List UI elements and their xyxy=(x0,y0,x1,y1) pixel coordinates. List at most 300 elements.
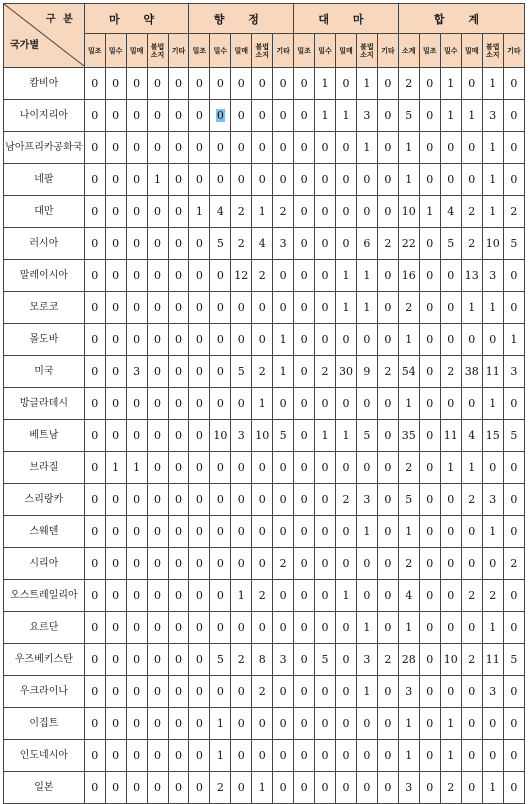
value-cell: 2 xyxy=(231,196,252,228)
value-cell: 1 xyxy=(356,260,377,292)
table-row xyxy=(4,644,525,676)
value-cell: 0 xyxy=(84,708,105,740)
value-cell: 22 xyxy=(398,228,419,260)
value-cell: 2 xyxy=(252,580,273,612)
subheader-total-cell: 밀수 xyxy=(440,34,461,68)
value-cell: 0 xyxy=(356,740,377,772)
value-cell: 0 xyxy=(336,516,357,548)
value-cell: 0 xyxy=(252,164,273,196)
country-cell: 스웨덴 xyxy=(4,516,85,548)
value-cell: 0 xyxy=(84,548,105,580)
value-cell: 0 xyxy=(315,676,336,708)
value-cell: 0 xyxy=(503,516,524,548)
value-cell: 1 xyxy=(461,292,482,324)
value-cell: 0 xyxy=(210,548,231,580)
country-cell: 일본 xyxy=(4,772,85,804)
value-cell: 0 xyxy=(419,388,440,420)
table-row xyxy=(4,388,525,420)
value-cell: 2 xyxy=(273,548,294,580)
value-cell: 0 xyxy=(147,612,168,644)
value-cell: 0 xyxy=(147,68,168,100)
value-cell: 0 xyxy=(273,612,294,644)
value-cell: 5 xyxy=(503,644,524,676)
value-cell: 1 xyxy=(336,292,357,324)
value-cell: 0 xyxy=(356,196,377,228)
value-cell: 2 xyxy=(461,580,482,612)
subheader-cell: 불법소지 xyxy=(252,34,273,68)
value-cell: 0 xyxy=(105,68,126,100)
value-cell: 0 xyxy=(168,356,189,388)
value-cell: 0 xyxy=(126,164,147,196)
value-cell: 1 xyxy=(503,324,524,356)
value-cell: 0 xyxy=(189,324,210,356)
value-cell: 0 xyxy=(377,484,398,516)
value-cell: 0 xyxy=(147,324,168,356)
value-cell: 0 xyxy=(419,612,440,644)
value-cell: 0 xyxy=(210,324,231,356)
value-cell: 0 xyxy=(377,612,398,644)
value-cell: 1 xyxy=(252,196,273,228)
value-cell: 0 xyxy=(294,420,315,452)
value-cell: 0 xyxy=(84,644,105,676)
value-cell: 0 xyxy=(189,388,210,420)
country-cell: 시리아 xyxy=(4,548,85,580)
statistics-table xyxy=(3,3,525,804)
value-cell: 2 xyxy=(398,452,419,484)
country-cell: 모로코 xyxy=(4,292,85,324)
value-cell: 0 xyxy=(231,100,252,132)
value-cell: 2 xyxy=(377,644,398,676)
value-cell: 0 xyxy=(168,452,189,484)
value-cell: 0 xyxy=(336,708,357,740)
value-cell: 0 xyxy=(231,324,252,356)
subheader-cell: 밀조 xyxy=(189,34,210,68)
value-cell: 0 xyxy=(461,772,482,804)
value-cell: 0 xyxy=(273,260,294,292)
value-cell: 2 xyxy=(252,356,273,388)
value-cell: 0 xyxy=(168,644,189,676)
value-cell: 0 xyxy=(168,548,189,580)
value-cell: 10 xyxy=(482,228,503,260)
value-cell: 0 xyxy=(356,772,377,804)
value-cell: 0 xyxy=(273,164,294,196)
value-cell: 0 xyxy=(105,292,126,324)
value-cell: 5 xyxy=(398,484,419,516)
value-cell: 1 xyxy=(356,516,377,548)
value-cell: 0 xyxy=(231,516,252,548)
value-cell: 5 xyxy=(503,228,524,260)
value-cell: 0 xyxy=(252,100,273,132)
value-cell: 2 xyxy=(231,228,252,260)
value-cell: 0 xyxy=(189,644,210,676)
value-cell: 0 xyxy=(503,388,524,420)
value-cell: 0 xyxy=(84,452,105,484)
value-cell: 0 xyxy=(377,772,398,804)
value-cell: 13 xyxy=(461,260,482,292)
value-cell: 0 xyxy=(377,740,398,772)
value-cell: 0 xyxy=(377,676,398,708)
value-cell: 0 xyxy=(461,548,482,580)
value-cell: 1 xyxy=(356,68,377,100)
value-cell: 4 xyxy=(440,196,461,228)
value-cell: 2 xyxy=(398,548,419,580)
value-cell: 5 xyxy=(440,228,461,260)
value-cell: 0 xyxy=(252,708,273,740)
value-cell: 0 xyxy=(168,772,189,804)
value-cell: 0 xyxy=(273,388,294,420)
value-cell: 0 xyxy=(105,516,126,548)
value-cell: 0 xyxy=(210,388,231,420)
value-cell: 2 xyxy=(398,68,419,100)
value-cell: 0 xyxy=(294,228,315,260)
value-cell: 0 xyxy=(419,580,440,612)
value-cell: 0 xyxy=(503,452,524,484)
value-cell: 1 xyxy=(336,260,357,292)
value-cell: 0 xyxy=(105,228,126,260)
value-cell: 0 xyxy=(105,740,126,772)
value-cell: 0 xyxy=(482,708,503,740)
value-cell: 0 xyxy=(147,580,168,612)
subheader-cell: 밀수 xyxy=(105,34,126,68)
value-cell: 0 xyxy=(315,228,336,260)
value-cell: 2 xyxy=(377,228,398,260)
value-cell: 0 xyxy=(147,388,168,420)
value-cell: 0 xyxy=(231,68,252,100)
value-cell: 0 xyxy=(377,68,398,100)
value-cell: 1 xyxy=(398,324,419,356)
highlighted-value: 0 xyxy=(216,109,224,122)
value-cell: 0 xyxy=(231,676,252,708)
value-cell: 0 xyxy=(252,452,273,484)
value-cell: 0 xyxy=(377,516,398,548)
value-cell: 0 xyxy=(84,676,105,708)
value-cell: 0 xyxy=(231,132,252,164)
group-header-narcotics: 마 약 xyxy=(84,4,189,34)
value-cell: 0 xyxy=(189,356,210,388)
value-cell: 0 xyxy=(189,292,210,324)
value-cell: 0 xyxy=(336,772,357,804)
value-cell: 0 xyxy=(503,100,524,132)
value-cell: 1 xyxy=(398,612,419,644)
value-cell: 0 xyxy=(84,228,105,260)
value-cell: 0 xyxy=(105,196,126,228)
table-row xyxy=(4,324,525,356)
table-row xyxy=(4,740,525,772)
value-cell: 0 xyxy=(294,292,315,324)
value-cell: 0 xyxy=(294,100,315,132)
value-cell: 0 xyxy=(440,292,461,324)
value-cell: 11 xyxy=(482,644,503,676)
value-cell: 1 xyxy=(440,708,461,740)
value-cell: 0 xyxy=(231,292,252,324)
value-cell: 0 xyxy=(419,452,440,484)
table-row xyxy=(4,68,525,100)
value-cell: 0 xyxy=(356,324,377,356)
value-cell: 0 xyxy=(315,484,336,516)
value-cell: 0 xyxy=(189,548,210,580)
subheader-cell: 불법소지 xyxy=(356,34,377,68)
country-cell: 스리랑카 xyxy=(4,484,85,516)
value-cell: 0 xyxy=(168,164,189,196)
value-cell: 0 xyxy=(105,132,126,164)
table-row xyxy=(4,164,525,196)
value-cell: 0 xyxy=(294,708,315,740)
value-cell: 1 xyxy=(398,164,419,196)
value-cell: 0 xyxy=(315,324,336,356)
value-cell: 0 xyxy=(461,68,482,100)
table-row xyxy=(4,452,525,484)
value-cell: 3 xyxy=(273,644,294,676)
value-cell: 0 xyxy=(231,548,252,580)
value-cell: 0 xyxy=(419,292,440,324)
value-cell: 3 xyxy=(356,644,377,676)
value-cell: 0 xyxy=(126,68,147,100)
value-cell: 0 xyxy=(419,548,440,580)
value-cell: 0 xyxy=(377,388,398,420)
value-cell: 0 xyxy=(84,292,105,324)
value-cell: 5 xyxy=(273,420,294,452)
value-cell xyxy=(210,100,231,132)
subheader-cell: 밀매 xyxy=(126,34,147,68)
table-row xyxy=(4,484,525,516)
value-cell: 0 xyxy=(126,548,147,580)
group-header-cannabis: 대 마 xyxy=(294,4,399,34)
value-cell: 0 xyxy=(336,228,357,260)
value-cell: 0 xyxy=(168,420,189,452)
table-row xyxy=(4,676,525,708)
value-cell: 0 xyxy=(189,452,210,484)
value-cell: 0 xyxy=(84,196,105,228)
value-cell: 0 xyxy=(105,356,126,388)
value-cell: 2 xyxy=(461,196,482,228)
value-cell: 0 xyxy=(294,356,315,388)
value-cell: 0 xyxy=(273,484,294,516)
value-cell: 1 xyxy=(398,740,419,772)
value-cell: 0 xyxy=(147,516,168,548)
value-cell: 2 xyxy=(252,676,273,708)
value-cell: 0 xyxy=(356,452,377,484)
value-cell: 0 xyxy=(356,580,377,612)
value-cell: 1 xyxy=(315,100,336,132)
value-cell: 10 xyxy=(440,644,461,676)
value-cell: 0 xyxy=(147,740,168,772)
table-row xyxy=(4,612,525,644)
value-cell: 0 xyxy=(336,644,357,676)
value-cell: 12 xyxy=(231,260,252,292)
value-cell: 0 xyxy=(105,580,126,612)
country-cell: 나이지리아 xyxy=(4,100,85,132)
value-cell: 1 xyxy=(189,196,210,228)
value-cell: 1 xyxy=(336,420,357,452)
value-cell: 0 xyxy=(377,580,398,612)
country-cell: 베트남 xyxy=(4,420,85,452)
value-cell: 30 xyxy=(336,356,357,388)
value-cell: 0 xyxy=(377,292,398,324)
value-cell: 0 xyxy=(84,132,105,164)
table-row xyxy=(4,196,525,228)
value-cell: 0 xyxy=(440,676,461,708)
value-cell: 0 xyxy=(294,612,315,644)
value-cell: 0 xyxy=(147,420,168,452)
value-cell: 0 xyxy=(294,388,315,420)
value-cell: 0 xyxy=(440,260,461,292)
value-cell: 0 xyxy=(210,164,231,196)
value-cell: 0 xyxy=(147,484,168,516)
value-cell: 0 xyxy=(126,388,147,420)
value-cell: 0 xyxy=(168,708,189,740)
value-cell: 1 xyxy=(440,100,461,132)
value-cell: 0 xyxy=(126,228,147,260)
value-cell: 0 xyxy=(503,580,524,612)
value-cell: 0 xyxy=(419,516,440,548)
value-cell: 0 xyxy=(84,580,105,612)
value-cell: 0 xyxy=(168,196,189,228)
value-cell: 0 xyxy=(252,132,273,164)
value-cell: 0 xyxy=(336,68,357,100)
value-cell: 1 xyxy=(482,612,503,644)
value-cell: 2 xyxy=(482,580,503,612)
value-cell: 0 xyxy=(440,388,461,420)
value-cell: 0 xyxy=(503,132,524,164)
value-cell: 0 xyxy=(419,676,440,708)
value-cell: 0 xyxy=(294,548,315,580)
value-cell: 0 xyxy=(231,740,252,772)
value-cell: 0 xyxy=(126,100,147,132)
value-cell: 0 xyxy=(231,484,252,516)
value-cell: 9 xyxy=(356,356,377,388)
value-cell: 0 xyxy=(147,196,168,228)
value-cell: 0 xyxy=(461,164,482,196)
value-cell: 1 xyxy=(147,164,168,196)
value-cell: 0 xyxy=(315,388,336,420)
value-cell: 0 xyxy=(419,644,440,676)
value-cell: 4 xyxy=(398,580,419,612)
subheader-total-cell: 기타 xyxy=(503,34,524,68)
value-cell: 0 xyxy=(84,516,105,548)
value-cell: 0 xyxy=(105,676,126,708)
value-cell: 2 xyxy=(503,548,524,580)
value-cell: 5 xyxy=(356,420,377,452)
value-cell: 0 xyxy=(210,484,231,516)
value-cell: 0 xyxy=(440,164,461,196)
value-cell: 0 xyxy=(336,452,357,484)
value-cell: 3 xyxy=(126,356,147,388)
value-cell: 0 xyxy=(377,260,398,292)
header-group-row xyxy=(4,4,525,34)
value-cell: 0 xyxy=(294,452,315,484)
value-cell: 0 xyxy=(126,740,147,772)
value-cell: 0 xyxy=(503,164,524,196)
value-cell: 0 xyxy=(168,484,189,516)
value-cell: 0 xyxy=(231,452,252,484)
value-cell: 0 xyxy=(105,260,126,292)
value-cell: 0 xyxy=(231,772,252,804)
value-cell: 0 xyxy=(105,164,126,196)
country-cell: 캄비아 xyxy=(4,68,85,100)
value-cell: 1 xyxy=(482,196,503,228)
value-cell: 0 xyxy=(84,388,105,420)
value-cell: 0 xyxy=(126,292,147,324)
value-cell: 0 xyxy=(84,324,105,356)
value-cell: 0 xyxy=(315,196,336,228)
value-cell: 0 xyxy=(273,132,294,164)
country-cell: 몰도바 xyxy=(4,324,85,356)
value-cell: 0 xyxy=(503,68,524,100)
value-cell: 0 xyxy=(419,164,440,196)
value-cell: 0 xyxy=(189,420,210,452)
value-cell: 0 xyxy=(294,580,315,612)
value-cell: 2 xyxy=(440,772,461,804)
value-cell: 3 xyxy=(482,484,503,516)
value-cell: 0 xyxy=(168,612,189,644)
value-cell: 0 xyxy=(105,100,126,132)
value-cell: 1 xyxy=(356,292,377,324)
value-cell: 16 xyxy=(398,260,419,292)
subheader-cell: 기타 xyxy=(273,34,294,68)
value-cell: 0 xyxy=(147,132,168,164)
value-cell: 0 xyxy=(315,580,336,612)
value-cell: 0 xyxy=(84,612,105,644)
value-cell: 0 xyxy=(273,580,294,612)
value-cell: 1 xyxy=(419,196,440,228)
subheader-cell: 밀매 xyxy=(336,34,357,68)
subheader-cell: 기타 xyxy=(168,34,189,68)
country-cell: 오스트레일리아 xyxy=(4,580,85,612)
value-cell: 0 xyxy=(231,612,252,644)
value-cell: 1 xyxy=(105,452,126,484)
value-cell: 0 xyxy=(419,740,440,772)
subheader-cell: 밀조 xyxy=(84,34,105,68)
value-cell: 0 xyxy=(168,132,189,164)
value-cell: 0 xyxy=(189,612,210,644)
value-cell: 0 xyxy=(168,324,189,356)
value-cell: 0 xyxy=(252,484,273,516)
value-cell: 0 xyxy=(189,100,210,132)
value-cell: 0 xyxy=(210,132,231,164)
subheader-cell: 밀매 xyxy=(231,34,252,68)
value-cell: 0 xyxy=(440,580,461,612)
value-cell: 0 xyxy=(273,708,294,740)
value-cell: 5 xyxy=(210,228,231,260)
value-cell: 0 xyxy=(126,644,147,676)
value-cell: 5 xyxy=(231,356,252,388)
value-cell: 0 xyxy=(419,420,440,452)
value-cell: 0 xyxy=(503,740,524,772)
value-cell: 0 xyxy=(377,196,398,228)
value-cell: 0 xyxy=(440,484,461,516)
table-row xyxy=(4,292,525,324)
value-cell: 0 xyxy=(210,68,231,100)
value-cell: 0 xyxy=(126,260,147,292)
value-cell: 0 xyxy=(482,324,503,356)
value-cell: 0 xyxy=(461,388,482,420)
value-cell: 0 xyxy=(356,708,377,740)
table-row xyxy=(4,260,525,292)
value-cell: 0 xyxy=(126,196,147,228)
value-cell: 1 xyxy=(398,388,419,420)
value-cell: 1 xyxy=(356,676,377,708)
country-cell: 러시아 xyxy=(4,228,85,260)
value-cell: 1 xyxy=(482,164,503,196)
value-cell: 0 xyxy=(440,132,461,164)
corner-bottom-label: 국가별 xyxy=(10,40,39,51)
value-cell: 3 xyxy=(356,100,377,132)
value-cell: 1 xyxy=(210,740,231,772)
value-cell: 0 xyxy=(147,260,168,292)
value-cell: 3 xyxy=(503,356,524,388)
value-cell: 0 xyxy=(252,548,273,580)
value-cell: 0 xyxy=(315,548,336,580)
